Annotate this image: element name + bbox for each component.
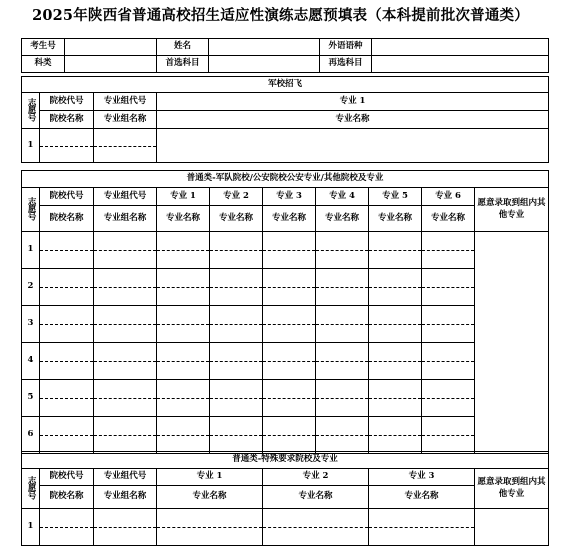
school-code-header: 院校代号 — [40, 93, 94, 111]
major-entry[interactable] — [369, 509, 475, 546]
major-name-header: 专业名称 — [422, 206, 475, 232]
school-name-header: 院校名称 — [40, 486, 94, 509]
major-entry[interactable] — [263, 509, 369, 546]
major-5-entry[interactable] — [369, 343, 422, 380]
major-name-header: 专业名称 — [263, 486, 369, 509]
group-entry[interactable] — [94, 417, 157, 454]
group-entry[interactable] — [94, 306, 157, 343]
row-number: 4 — [22, 343, 40, 380]
school-entry[interactable] — [40, 232, 94, 269]
major-3-entry[interactable] — [263, 306, 316, 343]
group-name-header: 专业组名称 — [94, 206, 157, 232]
section-title: 军校招飞 — [22, 77, 549, 93]
major-1-entry[interactable] — [157, 269, 210, 306]
major-4-entry[interactable] — [316, 232, 369, 269]
section-special-requirements — [21, 451, 549, 546]
major-5-entry[interactable] — [369, 417, 422, 454]
major-name-header: 专业名称 — [157, 111, 549, 129]
major-1-header: 专业 1 — [157, 93, 549, 111]
school-entry[interactable] — [40, 269, 94, 306]
major-1-entry[interactable] — [157, 343, 210, 380]
major-name-header: 专业名称 — [157, 486, 263, 509]
school-code-header: 院校代号 — [40, 188, 94, 206]
row-number: 1 — [22, 509, 40, 546]
major-name-header: 专业名称 — [263, 206, 316, 232]
major-2-entry[interactable] — [210, 380, 263, 417]
accept-other-entry[interactable] — [475, 232, 549, 454]
page-title: 2025年陕西省普通高校招生适应性演练志愿预填表（本科提前批次普通类） — [32, 7, 529, 24]
major-1-header: 专业 1 — [157, 469, 263, 486]
name-label: 姓名 — [157, 39, 209, 56]
major-5-header: 专业 5 — [369, 188, 422, 206]
major-2-header: 专业 2 — [263, 469, 369, 486]
major-2-entry[interactable] — [210, 417, 263, 454]
major-3-entry[interactable] — [263, 269, 316, 306]
major-3-entry[interactable] — [263, 417, 316, 454]
zhiyuan-header: 志愿号 — [22, 188, 40, 232]
major-4-entry[interactable] — [316, 306, 369, 343]
major-2-header: 专业 2 — [210, 188, 263, 206]
group-name-header: 专业组名称 — [94, 486, 157, 509]
exam-no-field[interactable] — [65, 39, 157, 56]
major-3-header: 专业 3 — [263, 188, 316, 206]
group-entry[interactable] — [94, 509, 157, 546]
major-3-header: 专业 3 — [369, 469, 475, 486]
group-name-header: 专业组名称 — [94, 111, 157, 129]
major-4-entry[interactable] — [316, 343, 369, 380]
group-code-header: 专业组代号 — [94, 93, 157, 111]
school-entry[interactable] — [40, 343, 94, 380]
major-3-entry[interactable] — [263, 380, 316, 417]
first-subject-field[interactable] — [209, 56, 320, 73]
row-number: 6 — [22, 417, 40, 454]
major-3-entry[interactable] — [263, 343, 316, 380]
major-name-header: 专业名称 — [369, 206, 422, 232]
major-4-header: 专业 4 — [316, 188, 369, 206]
group-code-header: 专业组代号 — [94, 188, 157, 206]
foreign-lang-label: 外语语种 — [320, 39, 372, 56]
major-1-entry[interactable] — [157, 380, 210, 417]
major-5-entry[interactable] — [369, 269, 422, 306]
category-label: 科类 — [22, 56, 65, 73]
school-entry[interactable] — [40, 380, 94, 417]
school-entry[interactable] — [40, 306, 94, 343]
major-6-entry[interactable] — [422, 306, 475, 343]
section-title: 普通类-特殊要求院校及专业 — [22, 452, 549, 469]
school-entry[interactable] — [40, 509, 94, 546]
major-2-entry[interactable] — [210, 343, 263, 380]
school-entry[interactable] — [40, 129, 94, 163]
accept-other-header: 愿意录取到组内其他专业 — [475, 188, 549, 232]
group-entry[interactable] — [94, 380, 157, 417]
major-1-entry[interactable] — [157, 232, 210, 269]
group-entry[interactable] — [94, 232, 157, 269]
group-entry[interactable] — [94, 343, 157, 380]
major-6-entry[interactable] — [422, 417, 475, 454]
major-5-entry[interactable] — [369, 380, 422, 417]
exam-no-label: 考生号 — [22, 39, 65, 56]
major-5-entry[interactable] — [369, 306, 422, 343]
second-subject-label: 再选科目 — [320, 56, 372, 73]
zhiyuan-header: 志愿号 — [22, 469, 40, 509]
accept-other-header: 愿意录取到组内其他专业 — [475, 469, 549, 509]
accept-other-entry[interactable] — [475, 509, 549, 546]
row-number: 1 — [22, 129, 40, 163]
school-entry[interactable] — [40, 417, 94, 454]
major-name-header: 专业名称 — [157, 206, 210, 232]
major-6-header: 专业 6 — [422, 188, 475, 206]
zhiyuan-header: 志愿号 — [22, 93, 40, 129]
school-code-header: 院校代号 — [40, 469, 94, 486]
row-number: 3 — [22, 306, 40, 343]
major-entry[interactable] — [157, 129, 549, 163]
major-name-header: 专业名称 — [369, 486, 475, 509]
major-6-entry[interactable] — [422, 380, 475, 417]
major-1-entry[interactable] — [157, 417, 210, 454]
foreign-lang-field[interactable] — [372, 39, 549, 56]
major-entry[interactable] — [157, 509, 263, 546]
major-1-header: 专业 1 — [157, 188, 210, 206]
row-number: 5 — [22, 380, 40, 417]
major-2-entry[interactable] — [210, 306, 263, 343]
major-6-entry[interactable] — [422, 232, 475, 269]
major-name-header: 专业名称 — [210, 206, 263, 232]
name-field[interactable] — [209, 39, 320, 56]
major-6-entry[interactable] — [422, 269, 475, 306]
major-2-entry[interactable] — [210, 269, 263, 306]
row-number: 2 — [22, 269, 40, 306]
major-4-entry[interactable] — [316, 380, 369, 417]
major-4-entry[interactable] — [316, 269, 369, 306]
group-entry[interactable] — [94, 129, 157, 163]
section-military-pilot — [21, 76, 549, 163]
second-subject-field[interactable] — [372, 56, 549, 73]
major-2-entry[interactable] — [210, 232, 263, 269]
student-info-table — [21, 38, 549, 73]
section-general — [21, 170, 549, 454]
row-number: 1 — [22, 232, 40, 269]
section-title: 普通类-军队院校/公安院校公安专业/其他院校及专业 — [22, 171, 549, 188]
school-name-header: 院校名称 — [40, 111, 94, 129]
school-name-header: 院校名称 — [40, 206, 94, 232]
major-name-header: 专业名称 — [316, 206, 369, 232]
major-1-entry[interactable] — [157, 306, 210, 343]
major-6-entry[interactable] — [422, 343, 475, 380]
group-code-header: 专业组代号 — [94, 469, 157, 486]
major-3-entry[interactable] — [263, 232, 316, 269]
major-5-entry[interactable] — [369, 232, 422, 269]
group-entry[interactable] — [94, 269, 157, 306]
category-field[interactable] — [65, 56, 157, 73]
first-subject-label: 首选科目 — [157, 56, 209, 73]
major-4-entry[interactable] — [316, 417, 369, 454]
